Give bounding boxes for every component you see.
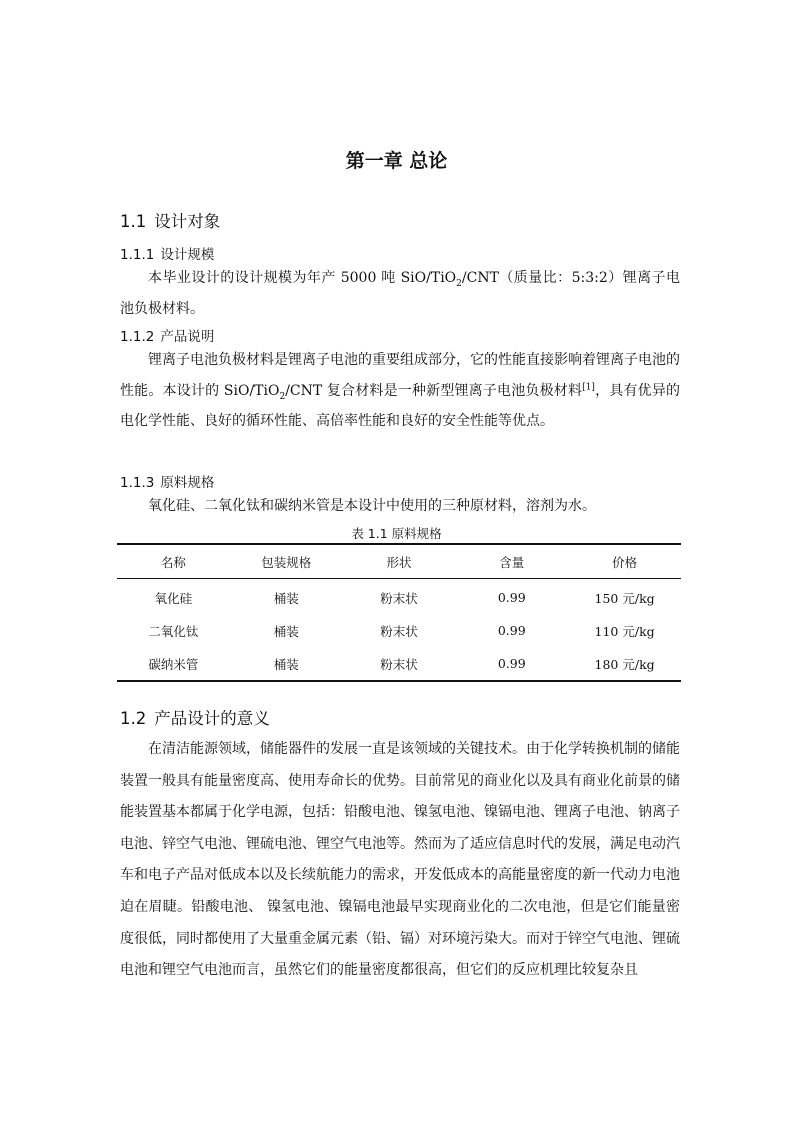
column-header: 价格 <box>568 544 681 579</box>
chapter-title: 第一章 总论 <box>345 150 448 172</box>
column-header: 形状 <box>343 544 456 579</box>
subsection-heading-1-1-2 <box>120 325 680 345</box>
table-cell: 粉末状 <box>380 656 418 672</box>
table-row <box>117 614 681 647</box>
table-cell: 桶装 <box>273 656 299 672</box>
paragraph-design-significance: 在清洁能源领域，储能器件的发展一直是该领域的关键技术。由于化学转换机制的储能装置一般具有能量密度高、使用寿命长的优势。目前常见的商业化以及具有商业化前景的储能装置基本都属于化学电源，包括：铅酸电池、镍氢电池、镍镉电池、锂离子电池、钠离子电池、锌空气电池、锂硫电池、锂空气电池等。然而为了适应信息时代的发展，满足电动汽车和电子产品对低成本以及长续航能力的需求，开发低成本的高能量密度的新一代动力电池迫在眉睫。铅酸电池、 镍氢电池、镍镉电池最早实现商业化的二次电池，但是它们能量密度很低，同时都使用了大量重金属元素（铅、镉）对环境污染大。而对于锌空气电池、锂硫电池和锂空气电池而言，虽然它们的能量密度都很高，但它们的反应机理比较复杂且 <box>120 741 680 979</box>
table-cell: 180 元/kg <box>594 656 655 672</box>
section-heading-1-2 <box>120 705 680 729</box>
subsection-title: 原料规格 <box>160 475 215 491</box>
column-header: 含量 <box>455 544 568 579</box>
section-number: 1.1 <box>120 212 147 231</box>
subsection-number: 1.1.3 <box>120 475 155 491</box>
table-cell: 150 元/kg <box>594 590 655 606</box>
text-run: 本毕业设计的设计规模为年产 5000 吨 SiO/TiO <box>148 270 457 286</box>
table-cell: 0.99 <box>497 656 526 671</box>
paragraph-raw-materials: 氧化硅、二氧化钛和碳纳米管是本设计中使用的三种原材料，溶剂为水。 <box>148 498 596 514</box>
text-run: /CNT（质量比：5:3:2）锂离子电池负极材料。 <box>120 270 680 317</box>
subsection-title: 设计规模 <box>160 247 215 263</box>
paragraph-product-description <box>120 345 680 437</box>
text-run: ，具有优异的电化学性能、良好的循环性能、高倍率性能和良好的安全性能等优点。 <box>120 382 681 429</box>
table-cell: 氧化硅 <box>154 590 193 606</box>
subsection-number: 1.1.2 <box>120 329 155 345</box>
subscript: 2 <box>456 278 462 289</box>
table-row <box>117 579 681 615</box>
subsection-heading-1-1-1 <box>120 243 680 263</box>
column-header: 名称 <box>117 544 230 579</box>
table-cell: 桶装 <box>273 623 299 639</box>
section-heading-1-1 <box>120 208 680 232</box>
table-cell: 0.99 <box>497 623 526 638</box>
subsection-heading-1-1-3 <box>120 471 680 491</box>
table-cell: 110 元/kg <box>594 623 655 639</box>
table-cell: 粉末状 <box>380 590 418 606</box>
table-header-row <box>117 544 681 579</box>
subsection-number: 1.1.1 <box>120 247 155 263</box>
paragraph-design-scale <box>120 263 680 324</box>
table-cell: 0.99 <box>497 590 526 605</box>
table-row <box>117 647 681 681</box>
table-cell: 二氧化钛 <box>148 623 199 639</box>
section-title: 设计对象 <box>154 212 221 231</box>
column-header: 包装规格 <box>230 544 343 579</box>
section-title: 产品设计的意义 <box>154 709 270 728</box>
text-run: 锂离子电池负极材料是锂离子电池的重要组成部分，它的性能直接影响着锂离子电池的性能。本设计的 SiO/TiO <box>120 352 680 399</box>
subscript: 2 <box>279 391 286 402</box>
subsection-title: 产品说明 <box>160 329 215 345</box>
table-cell: 粉末状 <box>380 623 418 639</box>
raw-material-table <box>117 543 681 682</box>
table-caption: 表 1.1 原料规格 <box>351 526 442 541</box>
table-cell: 碳纳米管 <box>148 656 199 672</box>
citation-reference[interactable]: [1] <box>582 381 595 392</box>
section-number: 1.2 <box>120 709 147 728</box>
text-run: /CNT 复合材料是一种新型锂离子电池负极材料 <box>285 382 583 399</box>
table-cell: 桶装 <box>273 590 299 606</box>
